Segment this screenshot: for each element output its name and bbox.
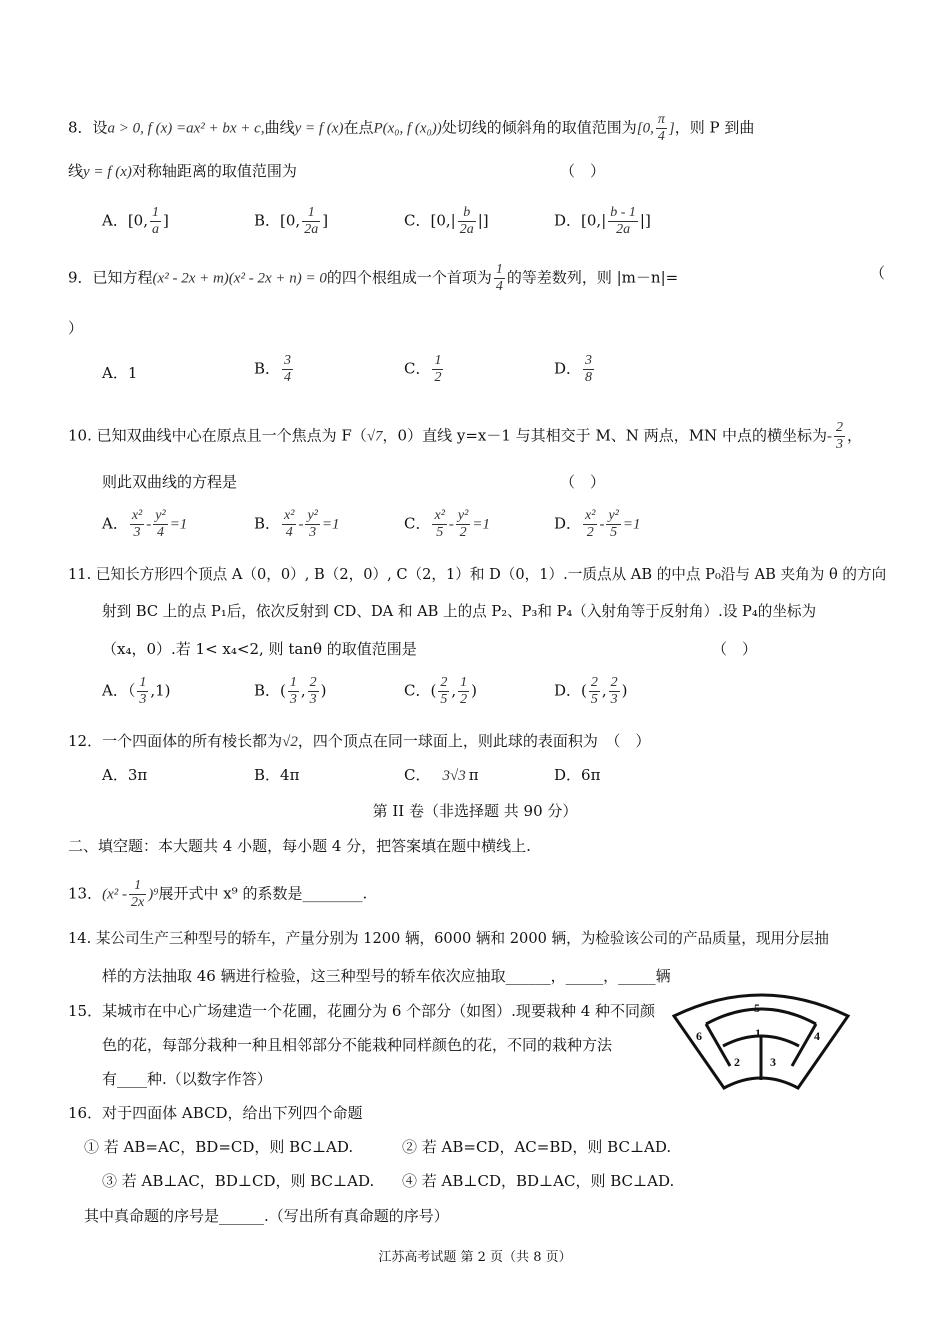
q8-curve: y = f (x) (83, 164, 132, 180)
q10-text: ， (846, 426, 862, 445)
q8-curve: y = f (x) (294, 120, 344, 137)
denominator: 2 (460, 692, 468, 707)
comma: , (601, 681, 607, 700)
option-frac (456, 508, 470, 541)
q9-paren-close: ） (68, 319, 84, 337)
q12-line1 (68, 730, 650, 753)
q9-line1 (68, 262, 678, 295)
region-label-2: 2 (734, 1055, 740, 1069)
option-label: A．[0, (102, 211, 148, 230)
region-label-3: 3 (770, 1055, 776, 1069)
option-frac (608, 205, 638, 238)
q8-option-a[interactable] (102, 205, 169, 238)
denominator: 2 (459, 525, 467, 540)
numerator: 1 (434, 353, 442, 368)
numerator: y² (608, 508, 619, 523)
denominator: 4 (285, 525, 293, 540)
option-label: B． (254, 359, 281, 378)
option-label: ) (621, 681, 628, 700)
denominator: 3 (610, 692, 618, 707)
denominator: 3 (289, 692, 297, 707)
numerator: x² (131, 508, 143, 523)
numerator: 3 (585, 353, 593, 368)
equals-one: =1 (622, 516, 641, 533)
option-frac (609, 675, 620, 708)
denominator: 3 (309, 692, 317, 707)
option-label: C． (404, 359, 431, 378)
q9-option-c[interactable] (404, 353, 445, 386)
option-label: |] (639, 211, 651, 230)
q11-line3: （x₄，0）.若 1< x₄<2, 则 tanθ 的取值范围是 (102, 640, 417, 658)
option-label: ) (471, 681, 477, 700)
option-label: B． (254, 514, 281, 533)
q13-text: 13． (68, 884, 103, 903)
denominator: 2 (586, 525, 594, 540)
q13-frac (129, 878, 146, 911)
denominator: 4 (284, 370, 292, 385)
numerator: 3 (284, 353, 292, 368)
q10-line2: 则此双曲线的方程是 (102, 473, 238, 491)
q12-sqrt: √2 (282, 734, 298, 750)
minus: - (298, 516, 304, 533)
option-frac (606, 508, 620, 541)
option-label: D．[0,| (554, 211, 607, 230)
q9-text: 的等差数列，则 |m－n|= (506, 268, 679, 287)
q8-text: 8．设 (68, 118, 108, 137)
numerator: x² (284, 508, 295, 523)
q8-paren: （ ） (560, 162, 606, 180)
q9-text: 的四个根组成一个首项为 (326, 268, 492, 287)
numerator: 1 (289, 675, 297, 690)
region-label-4: 4 (814, 1029, 820, 1043)
option-frac (288, 675, 299, 708)
q12-option-d[interactable]: D．6π (554, 766, 601, 784)
denominator: 3 (835, 437, 843, 452)
q16-line1: 16．对于四面体 ABCD，给出下列四个命题 (68, 1104, 363, 1122)
q8-text: ，则 P 到曲 (674, 118, 755, 137)
q9-option-d[interactable] (554, 353, 596, 386)
denominator: 5 (590, 692, 598, 707)
q14-line1: 14. 某公司生产三种型号的轿车，产量分别为 1200 辆，6000 辆和 2000 辆，为检验该公司的产品质量，现用分层抽 (68, 930, 829, 947)
denominator: 5 (440, 692, 448, 707)
q8-text: 处切线的倾斜角的取值范围为 (441, 118, 637, 137)
q13-text: 展开式中 x⁹ 的系数是 (158, 884, 303, 903)
option-label: C． (404, 514, 431, 533)
flower-bed-diagram (668, 986, 854, 1096)
numerator: 1 (152, 205, 159, 220)
comma: , (300, 681, 306, 700)
option-value: π (468, 766, 479, 784)
q10-neg: - (826, 428, 832, 445)
numerator: π (657, 112, 665, 127)
q16-proposition-1: ① 若 AB=AC，BD=CD，则 BC⊥AD. (84, 1138, 354, 1156)
numerator: y² (307, 508, 318, 523)
option-label: ] (322, 211, 329, 230)
q9-option-b[interactable] (254, 353, 295, 386)
q11-option-a[interactable] (102, 675, 171, 708)
numerator: 2 (440, 675, 448, 690)
q10-frac (834, 420, 845, 453)
q11-line2: 射到 BC 上的点 P₁后，依次反射到 CD、DA 和 AB 上的点 P₂、P₃和 P₄（入射角等于反射角）.设 P₄的坐标为 (102, 603, 817, 620)
numerator: x² (434, 508, 445, 523)
minus: - (448, 516, 454, 533)
q13-expression: )⁹ (148, 886, 159, 903)
q8-range: ] (668, 120, 675, 137)
q9-text: 9．已知方程 (68, 268, 153, 287)
q16-proposition-2: ② 若 AB=CD，AC=BD，则 BC⊥AD. (402, 1138, 672, 1156)
denominator: 2a (459, 222, 474, 237)
q9-equation: (x² - 2x + m)(x² - 2x + n) = 0 (152, 270, 327, 287)
q13-answer-blank[interactable]: ________ (302, 884, 363, 903)
equals-one: =1 (472, 516, 490, 533)
denominator: 3 (309, 525, 317, 540)
option-label: ] (163, 211, 169, 230)
denominator: 4 (156, 525, 164, 540)
part-two-title: 第 II 卷（非选择题 共 90 分） (372, 802, 578, 820)
option-frac (432, 508, 446, 541)
q8-range: [0, (636, 120, 654, 137)
option-label: B．[0, (254, 211, 301, 230)
denominator: 2a (616, 222, 631, 237)
q8-line1 (68, 112, 754, 145)
denominator: 2a (304, 222, 319, 237)
region-label-1: 1 (755, 1026, 761, 1040)
numerator: 1 (139, 675, 147, 690)
numerator: 1 (460, 675, 468, 690)
option-label: D．( (554, 681, 587, 700)
q10-paren: （ ） (560, 473, 606, 491)
denominator: 5 (436, 525, 444, 540)
q13-line (68, 878, 367, 911)
option-label: C．( (404, 681, 437, 700)
option-label: ) (320, 681, 327, 700)
q11-option-c[interactable] (404, 675, 477, 708)
denominator: 4 (495, 279, 503, 294)
numerator: x² (585, 508, 596, 523)
q8-line2 (68, 160, 297, 183)
option-frac (130, 508, 144, 541)
q10-text: ，0）直线 y=x－1 与其相交于 M、N 两点，MN 中点的横坐标为 (382, 426, 827, 445)
q15-line1: 15．某城市在中心广场建造一个花圃，花圃分为 6 个部分（如图）.现要栽种 4 种不同颜 (68, 1002, 656, 1020)
numerator: b - 1 (610, 205, 636, 220)
numerator: 1 (302, 205, 320, 222)
section-two-heading: 二、填空题：本大题共 4 小题，每小题 4 分，把答案填在题中横线上. (68, 837, 531, 855)
option-label: ,1) (150, 681, 171, 700)
option-label: |] (477, 211, 489, 230)
q8-text: 线 (68, 162, 84, 180)
denominator: a (152, 222, 159, 237)
option-frac (458, 205, 476, 238)
numerator: 1 (495, 262, 503, 277)
option-frac (583, 508, 597, 541)
denominator: 2 (434, 370, 442, 385)
q13-expression: (x² - (102, 886, 127, 903)
option-frac (282, 508, 296, 541)
q8-condition: a > 0, f (x) =ax² + bx + c, (107, 120, 265, 137)
q11-option-d[interactable] (554, 675, 628, 708)
option-frac (153, 508, 167, 541)
q8-option-c[interactable] (404, 205, 489, 238)
q9-option-a[interactable]: A．1 (102, 364, 138, 382)
q10-sqrt: √7 (366, 428, 383, 445)
q12-text: ，四个顶点在同一球面上，则此球的表面积为 （ ） (297, 732, 651, 750)
q11-option-b[interactable] (254, 675, 327, 708)
option-frac (302, 205, 320, 238)
q11-paren: （ ） (712, 640, 758, 658)
q16-answer-line: 其中真命题的序号是______.（写出所有真命题的序号） (84, 1207, 449, 1225)
region-label-5: 5 (754, 1001, 760, 1015)
q9-frac (494, 262, 505, 295)
q13-text: . (362, 884, 368, 903)
denominator: 8 (585, 370, 593, 385)
q8-option-b[interactable] (254, 205, 328, 238)
q15-line2: 色的花，每部分栽种一种且相邻部分不能栽种同样颜色的花，不同的栽种方法 (102, 1036, 613, 1054)
option-label: B．( (254, 681, 286, 700)
q12-option-c[interactable] (404, 764, 479, 787)
q11-line1: 11. 已知长方形四个顶点 A（0，0）, B（2，0）, C（2，1）和 D（0，1）.一质点从 AB 的中点 P₀沿与 AB 夹角为 θ 的方向 (68, 566, 887, 583)
q12-text: 12．一个四面体的所有棱长都为 (68, 732, 283, 750)
q10-option-c[interactable] (404, 508, 490, 541)
denominator: 3 (139, 692, 147, 707)
q8-text: 曲线 (264, 118, 295, 137)
q10-option-a[interactable] (102, 508, 187, 541)
q12-option-a[interactable]: A．3π (102, 766, 148, 784)
q16-proposition-3: ③ 若 AB⊥AC，BD⊥CD，则 BC⊥AD. (102, 1172, 375, 1190)
q10-option-b[interactable] (254, 508, 340, 541)
option-frac (589, 675, 600, 708)
numerator: 2 (590, 675, 598, 690)
page-footer: 江苏高考试题 第 2 页（共 8 页） (378, 1250, 572, 1265)
option-frac (150, 205, 161, 238)
option-frac (282, 353, 293, 386)
denominator: 4 (657, 129, 665, 144)
option-label: A． (102, 514, 128, 533)
option-label: C． (404, 766, 431, 784)
denominator: 3 (133, 525, 141, 540)
option-frac (308, 675, 319, 708)
comma: , (451, 681, 457, 700)
option-frac (432, 353, 443, 386)
option-frac (583, 353, 594, 386)
numerator: 2 (835, 420, 843, 435)
q10-option-d[interactable] (554, 508, 641, 541)
denominator: 5 (610, 525, 618, 540)
equals-one: =1 (321, 516, 340, 533)
option-frac (458, 675, 469, 708)
denominator: 2x (131, 895, 145, 910)
q8-option-d[interactable] (554, 205, 651, 238)
numerator: 2 (309, 675, 317, 690)
q10-line1 (68, 420, 862, 453)
q8-text: 在点 (343, 118, 374, 137)
q12-option-b[interactable]: B．4π (254, 766, 300, 784)
q8-text: 对称轴距离的取值范围为 (131, 162, 297, 180)
q15-line3: 有____种.（以数字作答） (102, 1070, 272, 1088)
q14-line2: 样的方法抽取 46 辆进行检验，这三种型号的轿车依次应抽取______，_____，_____辆 (102, 967, 671, 985)
numerator: 2 (610, 675, 618, 690)
numerator: y² (155, 508, 166, 523)
numerator: y² (457, 508, 469, 523)
numerator: 1 (129, 878, 146, 895)
option-frac (305, 508, 319, 541)
option-value: 3√3 (442, 768, 466, 784)
equals-one: =1 (169, 516, 188, 533)
q10-text: 10. 已知双曲线中心在原点且一个焦点为 F（ (68, 426, 367, 445)
option-label: D． (554, 514, 582, 533)
q8-point: P(x₀, f (x₀)) (373, 120, 442, 137)
numerator: b (458, 205, 476, 222)
q8-range-frac (656, 112, 667, 145)
q16-proposition-4: ④ 若 AB⊥CD，BD⊥AC，则 BC⊥AD. (402, 1172, 675, 1190)
option-label: A．（ (102, 681, 136, 700)
option-frac (438, 675, 449, 708)
option-label: C．[0,| (404, 211, 456, 230)
minus: - (146, 516, 152, 533)
q9-paren-open: （ (870, 264, 886, 282)
option-frac (137, 675, 148, 708)
option-label: D． (554, 359, 582, 378)
region-label-6: 6 (696, 1029, 702, 1043)
minus: - (599, 516, 605, 533)
